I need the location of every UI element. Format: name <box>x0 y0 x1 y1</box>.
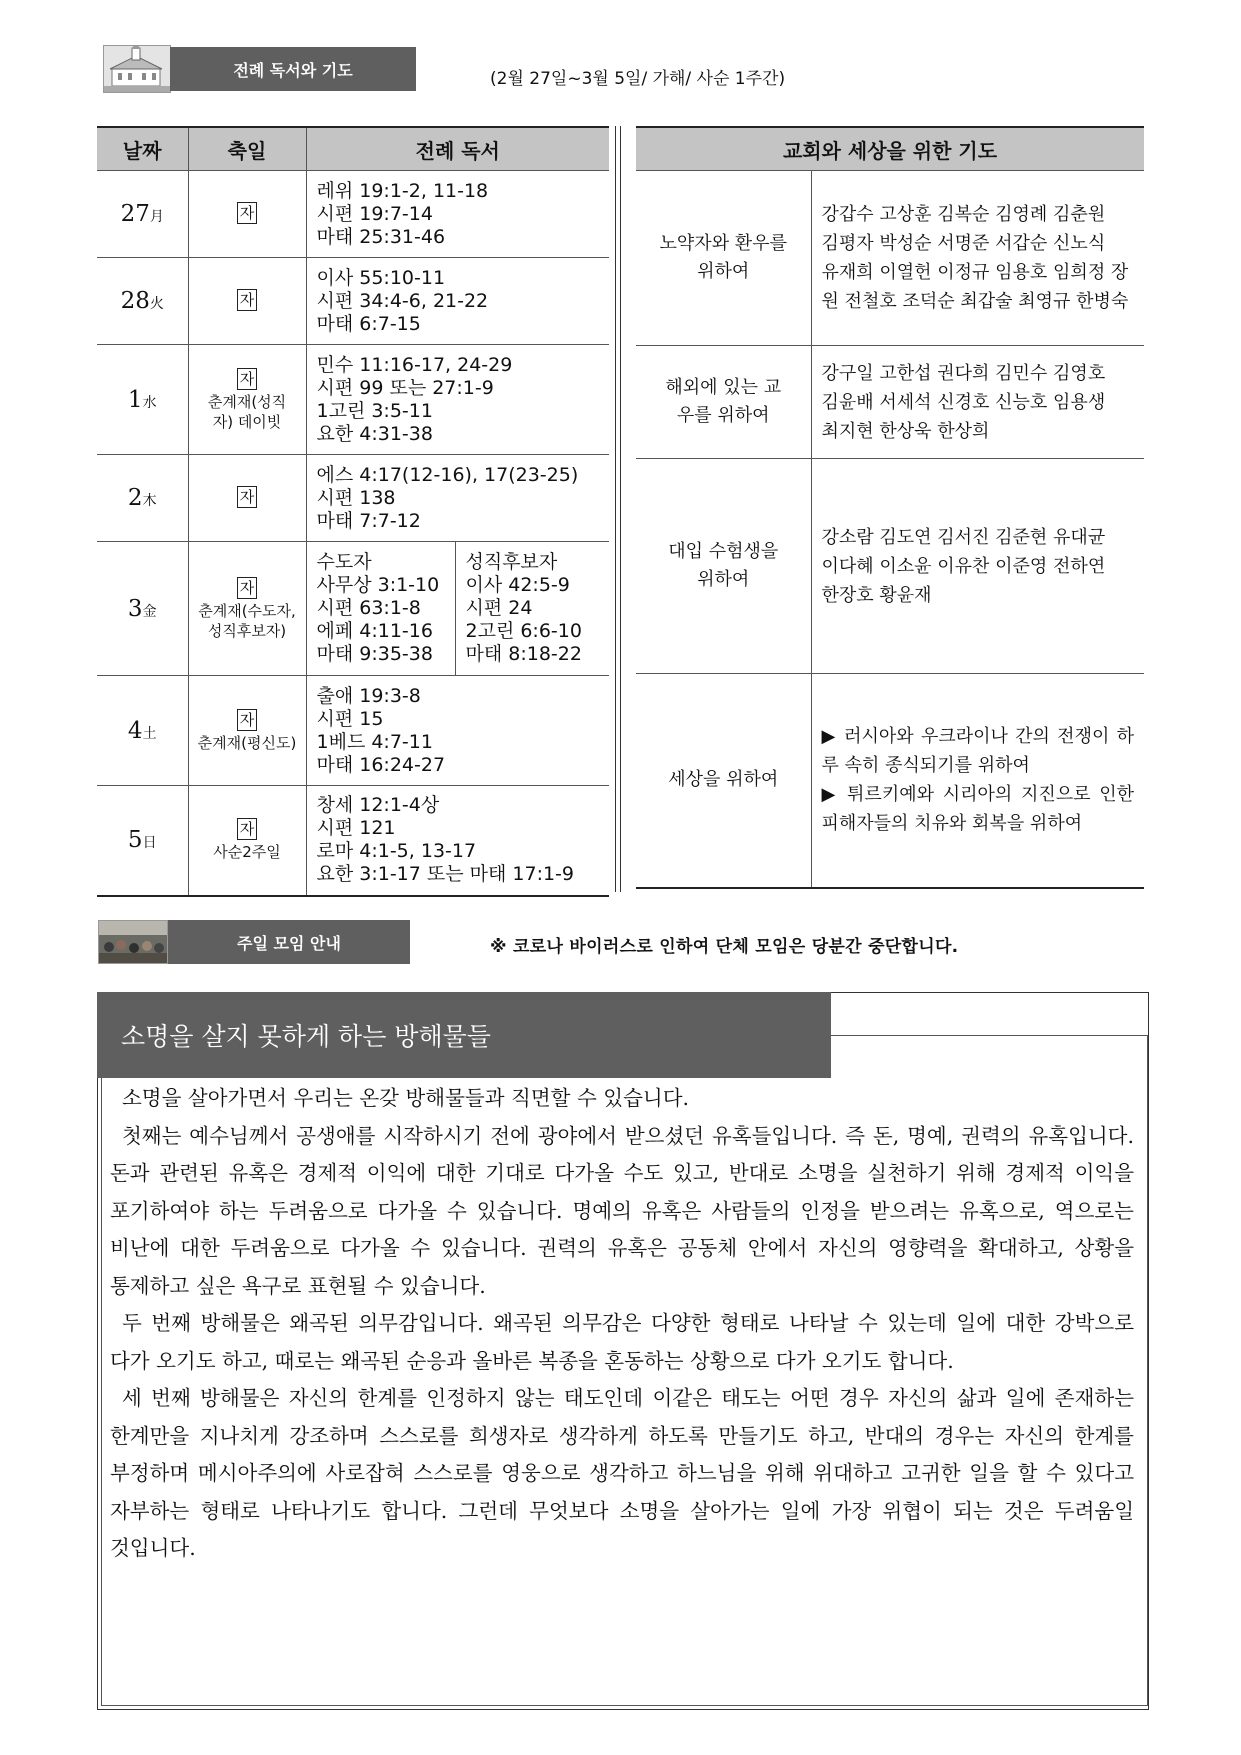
date-cell: 2木 <box>97 455 188 542</box>
feast-cell: 자 춘계재(성직자) 데이빗 <box>188 345 306 455</box>
feast-cell <box>188 171 306 258</box>
table-row <box>636 171 1144 346</box>
readings-cell: 이사 55:10-11 시편 34:4-6, 21-22 마태 6:7-15 <box>306 258 609 345</box>
readings-table <box>97 126 609 897</box>
table-row <box>97 542 609 676</box>
prayer-world-items <box>811 674 1144 888</box>
feast-cell: 자 사순2주일 <box>188 786 306 896</box>
table-row <box>97 345 609 455</box>
readings-cell: 레위 19:1-2, 11-18 시편 19:7-14 마태 25:31-46 <box>306 171 609 258</box>
date-cell: 3金 <box>97 542 188 676</box>
color-box: 자 <box>237 289 257 311</box>
prayer-category: 대입 수험생을 위하여 <box>636 459 811 674</box>
article-title: 소명을 살지 못하게 하는 방해물들 <box>97 992 831 1078</box>
col-feast: 축일 <box>188 127 306 171</box>
section-title-liturgy: 전례 독서와 기도 <box>170 47 416 91</box>
article-paragraph: 첫째는 예수님께서 공생애를 시작하시기 전에 광야에서 받으셨던 유혹들입니다. 즉 돈, 명예, 권력의 유혹입니다. 돈과 관련된 유혹은 경제적 이익에 대한 기대로 다가올 수도 있고, 반대로 소명을 실천하기 위해 경제적 이익을 포기하여야 하는 두려움으로 다가올 수 있습니다. 명예의 유혹은 사람들의 인정을 받으려는 유혹으로, 역으로는 비난에 대한 두려움으로 다가올 수 있습니다. 권력의 유혹은 공동체 안에서 자신의 영향력을 확대하고, 상황을 통제하고 싶은 욕구로 표현될 수 있습니다. <box>110 1123 1134 1298</box>
feast-cell: 자 춘계재(평신도) <box>188 676 306 786</box>
section-title-meeting: 주일 모임 안내 <box>168 920 410 964</box>
double-divider <box>615 126 621 892</box>
table-row <box>97 786 609 896</box>
prayer-names: 강구일 고한섭 권다희 김민수 김영호 김윤배 서세석 신경호 신능호 임용생 최지현 한상욱 한상희 <box>811 346 1144 459</box>
color-box: 자 <box>237 818 257 840</box>
readings-cell: 출애 19:3-8 시편 15 1베드 4:7-11 마태 16:24-27 <box>306 676 609 786</box>
table-row <box>97 455 609 542</box>
prayer-category: 세상을 위하여 <box>636 674 811 888</box>
feast-cell <box>188 455 306 542</box>
feast-cell <box>188 258 306 345</box>
table-row <box>97 676 609 786</box>
prayer-table <box>636 126 1144 889</box>
article-paragraph: 두 번째 방해물은 왜곡된 의무감입니다. 왜곡된 의무감은 다양한 형태로 나타날 수 있는데 일에 대한 강박으로 다가 오기도 하고, 때로는 왜곡된 순응과 올바른 복종을 혼동하는 상황으로 다가 오기도 합니다. <box>110 1311 1134 1373</box>
world-item: ▶ 튀르키예와 시리아의 지진으로 인한 피해자들의 치유와 회복을 위하여 <box>821 784 1134 835</box>
readings-cell: 에스 4:17(12-16), 17(23-25) 시편 138 마태 7:7-12 <box>306 455 609 542</box>
col-date: 날짜 <box>97 127 188 171</box>
readings-cell-split: 수도자 사무상 3:1-10 시편 63:1-8 에페 4:11-16 마태 9:35-38 성직후보자 이사 42:5-9 시편 24 2고린 6:6-10 마태 8:18-22 <box>306 542 609 676</box>
color-box: 자 <box>237 709 257 731</box>
color-box: 자 <box>237 486 257 508</box>
article-paragraph: 소명을 살아가면서 우리는 온갖 방해물들과 직면할 수 있습니다. <box>122 1086 690 1110</box>
color-box: 자 <box>237 202 257 224</box>
col-readings: 전례 독서 <box>306 127 609 171</box>
prayer-names: 강갑수 고상훈 김복순 김영례 김춘원 김평자 박성순 서명준 서갑순 신노식 유재희 이열헌 이정규 임용호 임희정 장 원 전철호 조덕순 최갑술 최영규 한병숙 <box>811 171 1144 346</box>
meeting-photo-icon <box>99 921 167 963</box>
table-row <box>636 346 1144 459</box>
feast-cell: 자 춘계재(수도자, 성직후보자) <box>188 542 306 676</box>
church-thumbnail <box>103 45 171 93</box>
date-cell: 28火 <box>97 258 188 345</box>
period-label: (2월 27일~3월 5일/ 가해/ 사순 1주간) <box>490 69 786 89</box>
color-box: 자 <box>237 368 257 390</box>
date-cell: 5日 <box>97 786 188 896</box>
article-body <box>110 1080 1134 1568</box>
date-cell: 4土 <box>97 676 188 786</box>
table-row <box>97 171 609 258</box>
prayer-names: 강소람 김도연 김서진 김준현 유대균 이다혜 이소윤 이유찬 이준영 전하연 한장호 황윤재 <box>811 459 1144 674</box>
meeting-notice: ※ 코로나 바이러스로 인하여 단체 모임은 당분간 중단합니다. <box>490 937 959 957</box>
table-row <box>636 459 1144 674</box>
table-row <box>636 674 1144 888</box>
date-cell: 1水 <box>97 345 188 455</box>
table-row <box>97 258 609 345</box>
prayer-category: 해외에 있는 교우를 위하여 <box>636 346 811 459</box>
prayer-category: 노약자와 환우를 위하여 <box>636 171 811 346</box>
color-box: 자 <box>237 577 257 599</box>
church-icon <box>104 46 170 92</box>
readings-cell: 민수 11:16-17, 24-29 시편 99 또는 27:1-9 1고린 3:5-11 요한 4:31-38 <box>306 345 609 455</box>
article-paragraph: 세 번째 방해물은 자신의 한계를 인정하지 않는 태도인데 이같은 태도는 어떤 경우 자신의 삶과 일에 존재하는 한계만을 지나치게 강조하며 스스로를 희생자로 생각하게 하도록 만들기도 하고, 반대의 경우는 자신의 한계를 부정하며 메시아주의에 사로잡혀 스스로를 영웅으로 생각하고 하느님을 위해 위대하고 고귀한 일을 할 수 있다고 자부하는 형태로 나타나기도 합니다. 그런데 무엇보다 소명을 살아가는 일에 가장 위협이 되는 것은 두려움일 것입니다. <box>110 1386 1134 1560</box>
world-item: ▶ 러시아와 우크라이나 간의 전쟁이 하루 속히 종식되기를 위하여 <box>821 726 1134 777</box>
meeting-thumbnail <box>98 920 168 964</box>
prayer-title: 교회와 세상을 위한 기도 <box>636 127 1144 171</box>
readings-cell: 창세 12:1-4상 시편 121 로마 4:1-5, 13-17 요한 3:1-17 또는 마태 17:1-9 <box>306 786 609 896</box>
date-cell: 27月 <box>97 171 188 258</box>
